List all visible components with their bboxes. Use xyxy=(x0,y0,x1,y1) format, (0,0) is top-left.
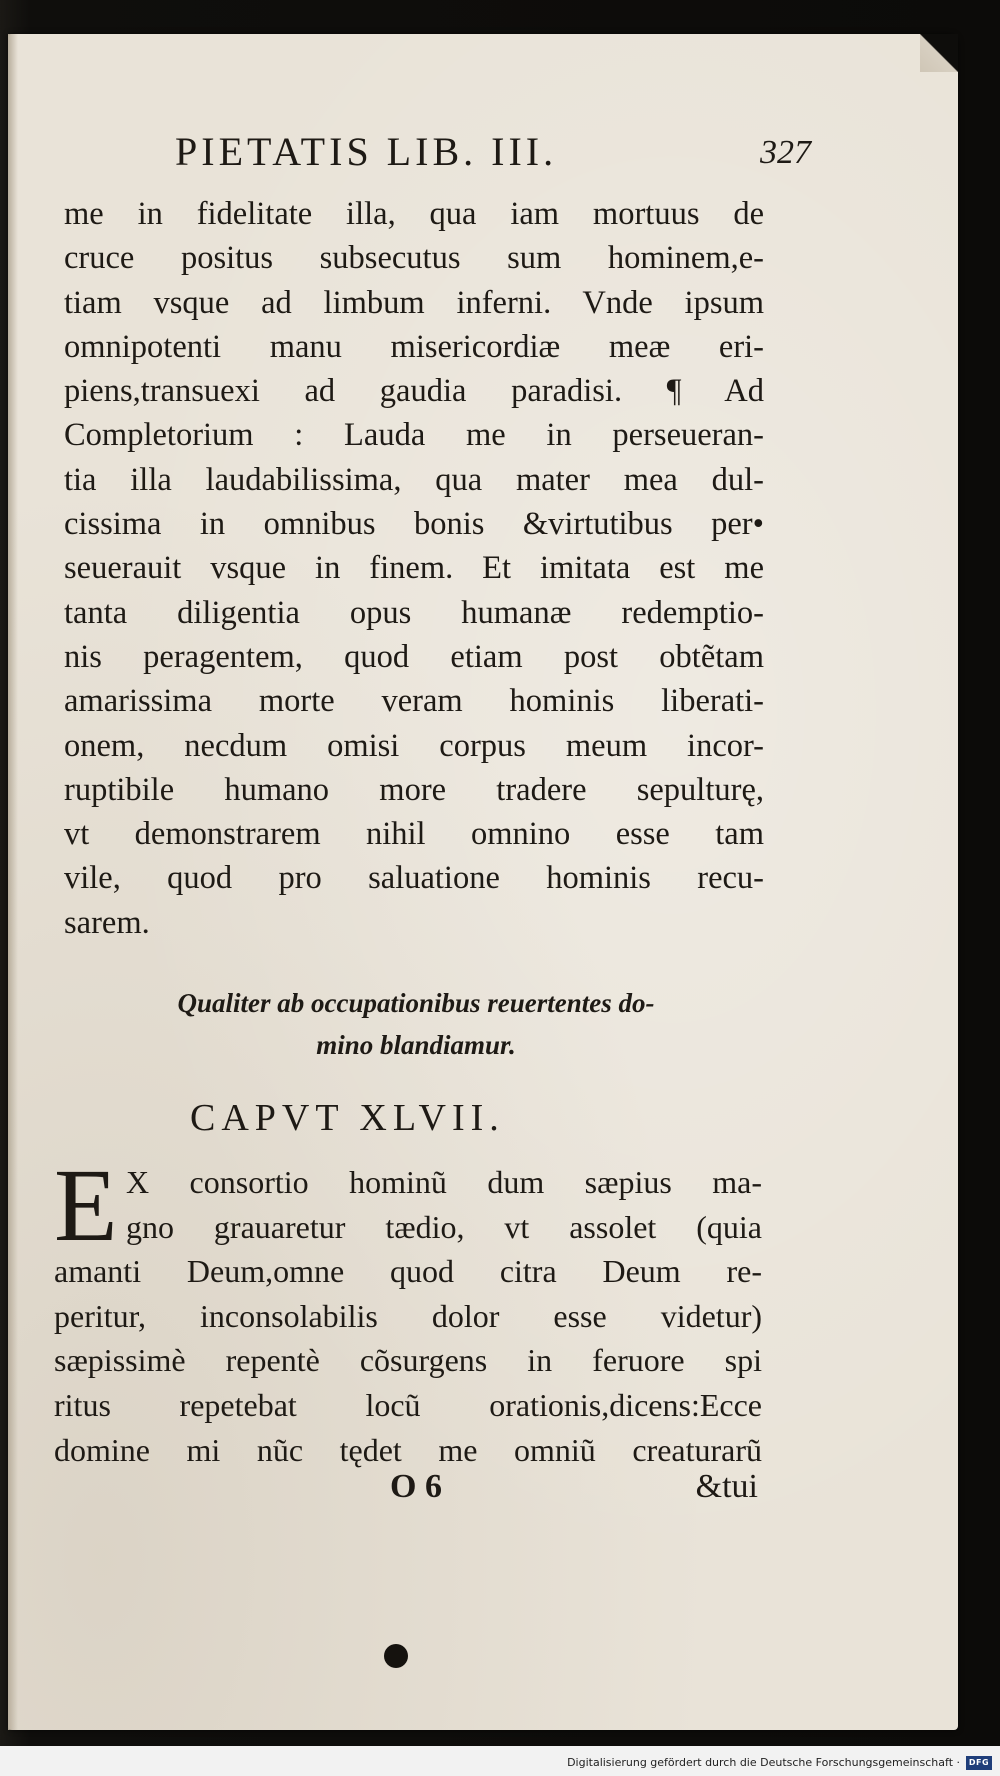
running-head xyxy=(60,82,820,172)
text-line: ritus repetebat locũ orationis,dicens:Ecce xyxy=(54,1386,762,1423)
text-line: omnipotenti manu misericordiæ meæ eri- xyxy=(64,328,764,365)
text-line: gno grauaretur tædio, vt assolet (quia xyxy=(126,1208,762,1245)
text-line: vile, quod pro saluatione hominis recu- xyxy=(64,860,764,897)
running-title: PIETATIS LIB. III. xyxy=(175,129,558,174)
drop-cap: E xyxy=(54,1148,118,1263)
body-text xyxy=(64,192,764,945)
chapter-text xyxy=(54,1148,762,1472)
text-line: domine mi nũc tędet me omniũ creaturarũ xyxy=(54,1431,762,1468)
text-line: vt demonstrarem nihil omnino esse tam xyxy=(64,816,764,853)
binding-edge xyxy=(8,34,18,1730)
text-line: tanta diligentia opus humanæ redemptio- xyxy=(64,594,764,631)
text-line: peritur, inconsolabilis dolor esse videtur) xyxy=(54,1297,762,1334)
text-line: sæpissimè repentè cõsurgens in feruore spi xyxy=(54,1342,762,1379)
text-line: onem, necdum omisi corpus meum incor- xyxy=(64,727,764,764)
text-line: Completorium : Lauda me in perseueran- xyxy=(64,417,764,454)
text-line: cruce positus subsecutus sum hominem,e- xyxy=(64,240,764,277)
text-line: X consortio hominũ dum sæpius ma- xyxy=(126,1164,762,1200)
catchword: &tui xyxy=(695,1468,758,1505)
text-line: cissima in omnibus bonis &virtutibus per• xyxy=(64,506,764,543)
ink-spot xyxy=(384,1644,408,1668)
folded-corner xyxy=(920,34,958,72)
text-line: ruptibile humano more tradere sepulturę, xyxy=(64,771,764,808)
funding-credit: Digitalisierung gefördert durch die Deutsche Forschungsgemeinschaft · xyxy=(567,1756,960,1769)
summary-line: mino blandiamur. xyxy=(316,1030,516,1060)
text-line: nis peragentem, quod etiam post obtẽtam xyxy=(64,638,764,675)
chapter-summary xyxy=(96,982,736,1066)
folio-number: 327 xyxy=(760,134,811,171)
text-line: amarissima morte veram hominis liberati- xyxy=(64,683,764,720)
chapter-heading: CAPVT XLVII. xyxy=(190,1097,505,1139)
signature-mark: O 6 xyxy=(390,1468,442,1505)
text-line: piens,transuexi ad gaudia paradisi. ¶ Ad xyxy=(64,373,764,410)
text-line: tia illa laudabilissima, qua mater mea dul- xyxy=(64,461,764,498)
text-line: sarem. xyxy=(64,904,150,941)
text-line: tiam vsque ad limbum inferni. Vnde ipsum xyxy=(64,284,764,321)
text-line: amanti Deum,omne quod citra Deum re- xyxy=(54,1253,762,1290)
summary-line: Qualiter ab occupationibus reuertentes do- xyxy=(177,988,655,1018)
dfg-logo-icon: DFG xyxy=(966,1756,992,1770)
text-line: me in fidelitate illa, qua iam mortuus de xyxy=(64,196,764,232)
text-line: seuerauit vsque in finem. Et imitata est me xyxy=(64,550,764,587)
footer-bar xyxy=(0,1746,1000,1776)
